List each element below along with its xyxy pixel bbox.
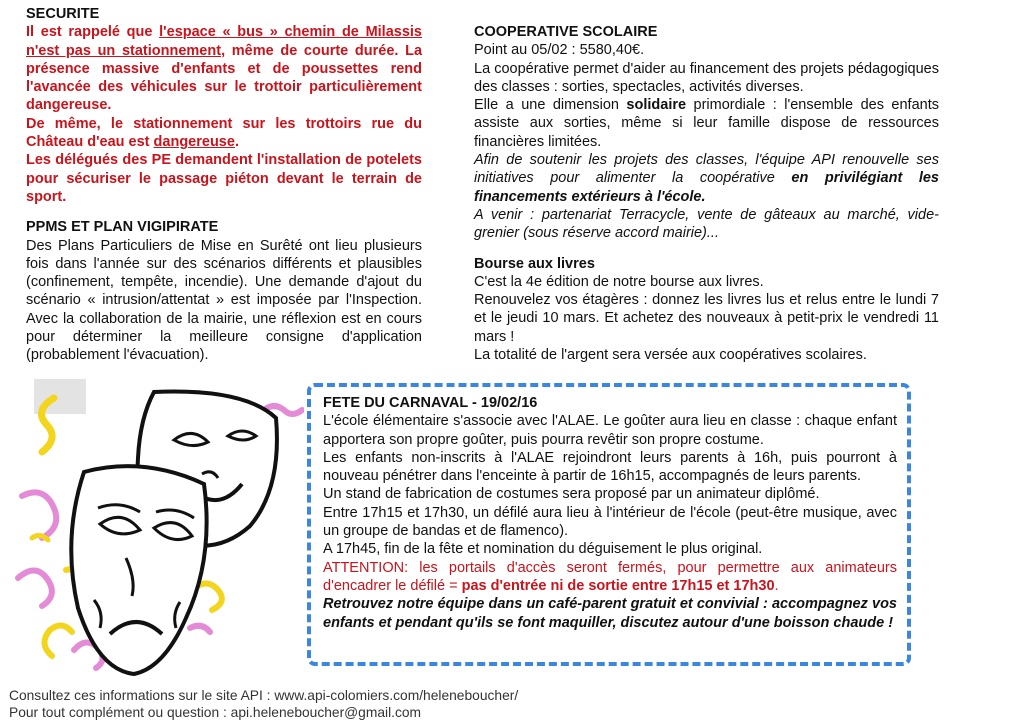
- cooperative-p3-start: Afin de soutenir les projets des classes, l'équipe API renouvelle ses initiatives pour alimenter la coopérative: [474, 152, 939, 187]
- securite-p2-end: .: [234, 134, 239, 151]
- securite-p1-start: Il est rappelé que: [26, 24, 160, 41]
- right-column: [474, 23, 939, 364]
- carnaval-attention-bold: pas d'entrée ni de sortie entre 17h15 et 17h30: [461, 577, 775, 594]
- securite-title: SECURITE: [26, 6, 100, 22]
- securite-paragraph-3: Les délégués des PE demandent l'installation de potelets pour sécuriser le passage piéton devant le terrain de sport.: [26, 152, 422, 205]
- cooperative-title: COOPERATIVE SCOLAIRE: [474, 24, 658, 40]
- bourse-p3: La totalité de l'argent sera versée aux coopératives scolaires.: [474, 347, 867, 364]
- cooperative-section: [474, 23, 939, 243]
- carnaval-box: [307, 383, 911, 666]
- bourse-section: [474, 255, 939, 365]
- carnaval-p2: Les enfants non-inscrits à l'ALAE rejoindront leurs parents à 16h, puis pourront à nouveau pénétrer dans l'enceinte à partir de 16h15, accompagnés de leurs parents.: [323, 449, 897, 485]
- securite-bus-space-underlined: l'espace « bus » chemin de Milassis n'est pas un stationnement: [26, 24, 422, 59]
- footer-contact-line: Pour tout complément ou question : api.heleneboucher@gmail.com: [9, 705, 422, 720]
- cooperative-solidaire: solidaire: [626, 97, 687, 114]
- cooperative-p4: A venir : partenariat Terracycle, vente de gâteaux au marché, vide-grenier (sous réserve accord mairie)...: [474, 206, 939, 242]
- cooperative-p1: La coopérative permet d'aider au financement des projets pédagogiques des classes : sorties, spectacles, activités diverses.: [474, 60, 939, 95]
- cooperative-p3-bold: en privilégiant les financements extérieurs à l'école.: [474, 170, 939, 205]
- securite-p2-start: De même, le stationnement sur les trottoirs rue du Château d'eau est: [26, 115, 422, 151]
- carnaval-title: FETE DU CARNAVAL - 19/02/16: [323, 395, 538, 411]
- left-column: [26, 5, 422, 365]
- carnaval-attention-start: ATTENTION: les portails d'accès seront fermés, pour permettre aux animateurs d'encadrer le défilé =: [323, 559, 897, 594]
- ppms-text: Des Plans Particuliers de Mise en Surêté ont lieu plusieurs fois dans l'année sur des scénarios différents et plausibles (confinement, tempête, incendie). Une demande d'ajout du scénario « intrusion/attentat » est imposée par l'Inspection. Avec la collaboration de la mairie, une réflexion est en cours pour déterminer la meilleure consigne d'application (probablement l'évacuation).: [26, 237, 422, 364]
- carnaval-p4: Entre 17h15 et 17h30, un défilé aura lieu à l'intérieur de l'école (peut-être musique, avec un groupe de bandas et de flamenco).: [323, 504, 897, 540]
- securite-dangereuse-underlined: dangereuse: [153, 134, 235, 151]
- ppms-title: PPMS ET PLAN VIGIPIRATE: [26, 219, 219, 236]
- carnaval-closing: Retrouvez notre équipe dans un café-parent gratuit et convivial : accompagnez vos enfants et pendant qu'ils se font maquiller, discutez autour d'une boisson chaude !: [323, 596, 897, 631]
- securite-p1-end: , même de courte durée. La présence massive d'enfants et de poussettes rend l'avancée des véhicules sur le trottoir particulièrement dangereuse.: [26, 42, 423, 114]
- cooperative-p2-start: Elle a une dimension: [474, 97, 627, 114]
- cooperative-p3: [474, 151, 939, 206]
- cooperative-p2-end: primordiale : l'ensemble des enfants assiste aux sorties, même si leur famille dispose de ressources financières limitées.: [474, 97, 939, 150]
- cooperative-p2: [474, 96, 939, 151]
- carnival-masks-icon: [14, 388, 304, 688]
- footer: [9, 687, 518, 721]
- bourse-p2: Renouvelez vos étagères : donnez les livres lus et relus entre le lundi 7 et le jeudi 10 mars. Et achetez des nouveaux à petit-prix le vendredi 11 mars !: [474, 292, 939, 345]
- carnaval-p1: L'école élémentaire s'associe avec l'ALAE. Le goûter aura lieu en classe : chaque enfant apportera son propre goûter, puis pourra revêtir son propre costume.: [323, 413, 897, 448]
- ppms-section: [26, 218, 422, 364]
- securite-paragraph-2: [26, 115, 422, 152]
- cooperative-point: Point au 05/02 : 5580,40€.: [474, 42, 645, 59]
- carnaval-p3: Un stand de fabrication de costumes sera proposé par un animateur diplômé.: [323, 486, 820, 503]
- carnaval-attention: [323, 559, 897, 596]
- carnaval-attention-end: .: [774, 577, 779, 594]
- bourse-title: Bourse aux livres: [474, 255, 595, 272]
- carnaval-p5: A 17h45, fin de la fête et nomination du déguisement le plus original.: [323, 541, 763, 558]
- securite-section: [26, 5, 422, 206]
- bourse-p1: C'est la 4e édition de notre bourse aux livres.: [474, 273, 764, 290]
- footer-site-line: Consultez ces informations sur le site API : www.api-colomiers.com/heleneboucher/: [9, 688, 519, 703]
- securite-paragraph-1: [26, 23, 422, 114]
